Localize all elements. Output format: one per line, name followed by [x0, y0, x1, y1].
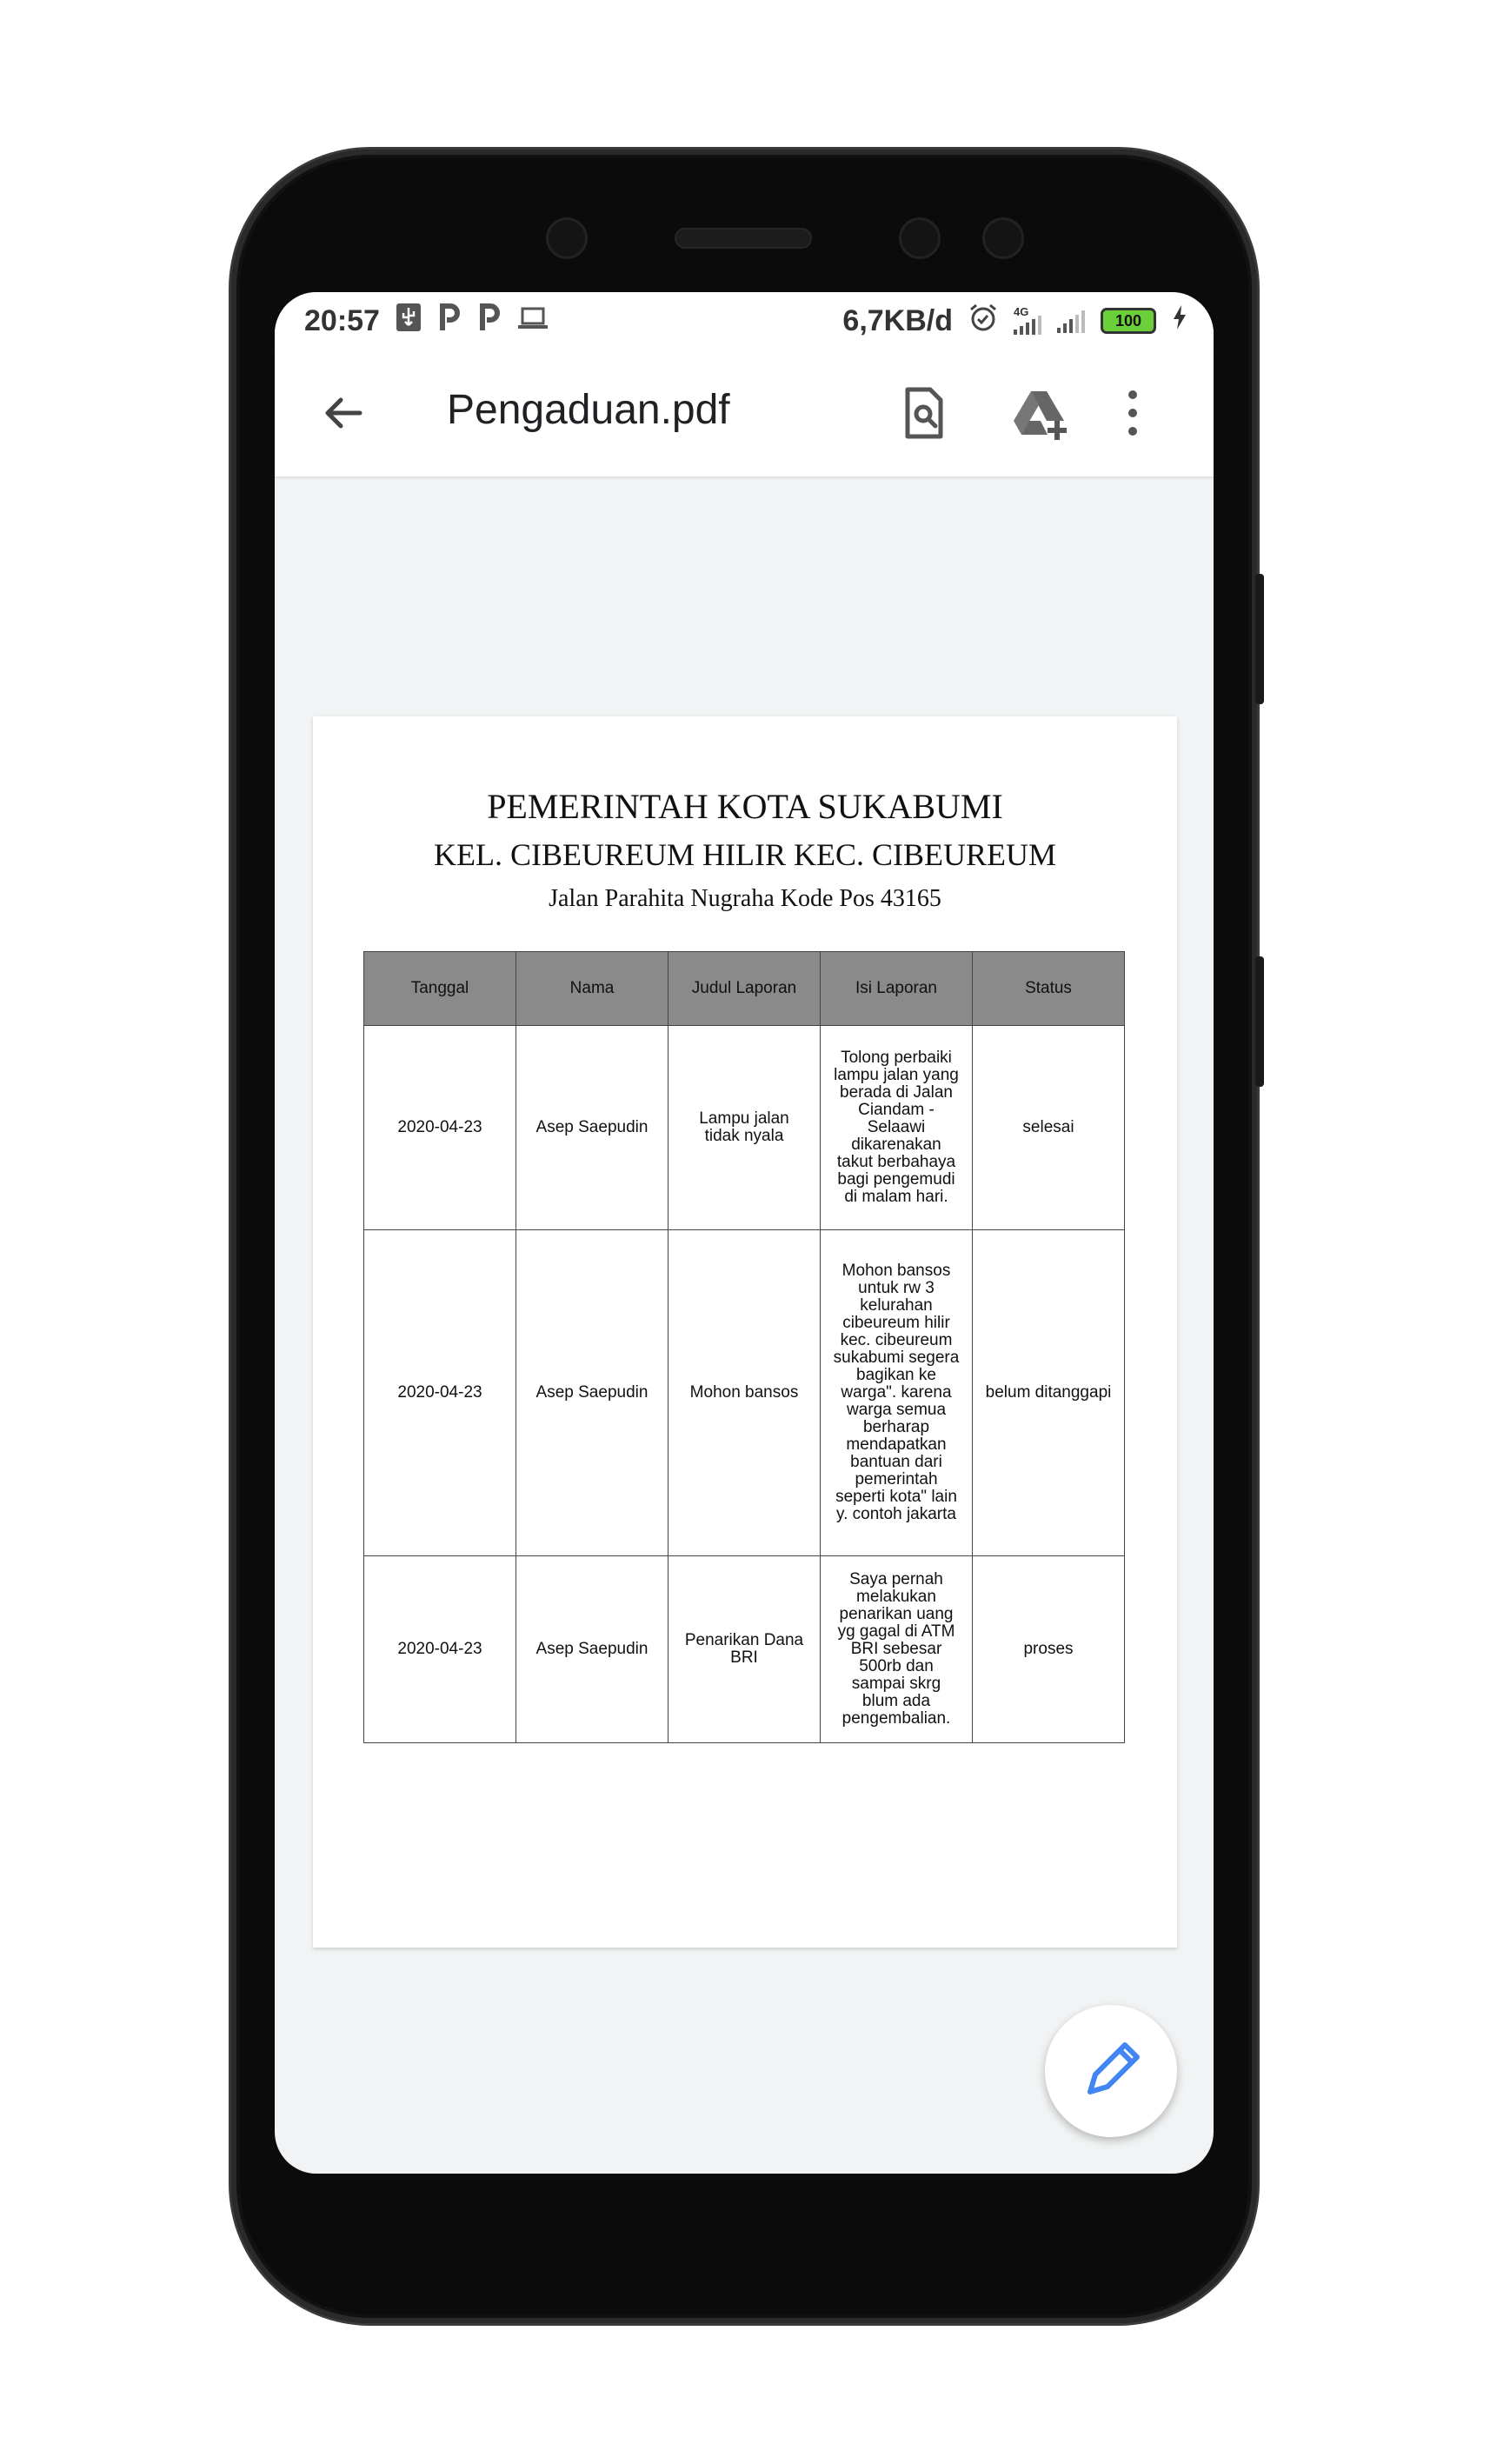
- more-options-button[interactable]: [1102, 383, 1163, 443]
- cell-judul: Mohon bansos: [669, 1230, 821, 1556]
- report-table: [363, 951, 1125, 1743]
- document-address: Jalan Parahita Nugraha Kode Pos 43165: [549, 885, 941, 912]
- pdf-page: [313, 716, 1177, 1948]
- table-header-row: [364, 952, 1125, 1026]
- more-vert-icon: [1102, 383, 1163, 443]
- cell-isi: Tolong perbaiki lampu jalan yang berada di Jalan Ciandam - Selaawi dikarenakan takut berbahaya bagi pengemudi di malam hari.: [821, 1026, 973, 1230]
- drive-add-icon: [1010, 383, 1071, 443]
- proximity-sensor: [899, 217, 941, 259]
- add-to-drive-button[interactable]: [1010, 383, 1071, 443]
- search-document-icon: [894, 383, 955, 443]
- document-heading: PEMERINTAH KOTA SUKABUMI: [487, 787, 1003, 826]
- cell-nama: Asep Saepudin: [516, 1556, 669, 1743]
- parking-icon: [437, 303, 462, 339]
- status-bar: [275, 292, 1214, 350]
- cell-status: belum ditanggapi: [973, 1230, 1125, 1556]
- header-nama: Nama: [516, 952, 669, 1026]
- cell-nama: Asep Saepudin: [516, 1026, 669, 1230]
- cell-tanggal: 2020-04-23: [364, 1556, 516, 1743]
- cell-judul: Penarikan Dana BRI: [669, 1556, 821, 1743]
- document-subheading: KEL. CIBEUREUM HILIR KEC. CIBEUREUM: [434, 837, 1056, 872]
- alarm-icon: [968, 303, 998, 340]
- network-type: 4G: [1014, 305, 1029, 318]
- header-tanggal: Tanggal: [364, 952, 516, 1026]
- edit-pencil-icon: [1045, 2005, 1177, 2137]
- front-camera: [546, 217, 588, 259]
- cell-judul: Lampu jalan tidak nyala: [669, 1026, 821, 1230]
- app-bar: [275, 350, 1214, 476]
- arrow-back-icon: [315, 384, 372, 442]
- back-button[interactable]: [315, 384, 372, 442]
- volume-button: [1255, 574, 1264, 704]
- power-button: [1255, 956, 1264, 1087]
- cell-tanggal: 2020-04-23: [364, 1026, 516, 1230]
- cell-status: selesai: [973, 1026, 1125, 1230]
- signal-strength-icon: [1057, 309, 1085, 333]
- parking-icon: [477, 303, 502, 339]
- cell-status: proses: [973, 1556, 1125, 1743]
- table-row: [364, 1556, 1125, 1743]
- edit-fab-button[interactable]: [1045, 2005, 1177, 2137]
- battery-indicator: 100: [1101, 308, 1156, 334]
- cell-tanggal: 2020-04-23: [364, 1230, 516, 1556]
- header-isi: Isi Laporan: [821, 952, 973, 1026]
- usb-icon: [396, 303, 422, 339]
- charging-icon: [1172, 304, 1187, 338]
- status-time: 20:57: [304, 303, 380, 337]
- cell-isi: Mohon bansos untuk rw 3 kelurahan cibeureum hilir kec. cibeureum sukabumi segera bagikan ke warga". karena warga semua berharap mendapatkan bantuan dari pemerintah seperti kota" lain y. contoh jakarta: [821, 1230, 973, 1556]
- header-judul: Judul Laporan: [669, 952, 821, 1026]
- network-speed: 6,7KB/d: [842, 303, 953, 337]
- mobile-signal: [1014, 307, 1041, 335]
- earpiece: [675, 228, 812, 249]
- screen: [275, 292, 1214, 2174]
- cell-nama: Asep Saepudin: [516, 1230, 669, 1556]
- signal-strength-icon: [1014, 317, 1041, 335]
- document-title: Pengaduan.pdf: [447, 387, 730, 433]
- table-row: [364, 1026, 1125, 1230]
- cell-isi: Saya pernah melakukan penarikan uang yg gagal di ATM BRI sebesar 500rb dan sampai skrg blum ada pengembalian.: [821, 1556, 973, 1743]
- laptop-icon: [517, 305, 549, 337]
- header-status: Status: [973, 952, 1125, 1026]
- table-row: [364, 1230, 1125, 1556]
- light-sensor: [982, 217, 1024, 259]
- find-in-document-button[interactable]: [894, 383, 955, 443]
